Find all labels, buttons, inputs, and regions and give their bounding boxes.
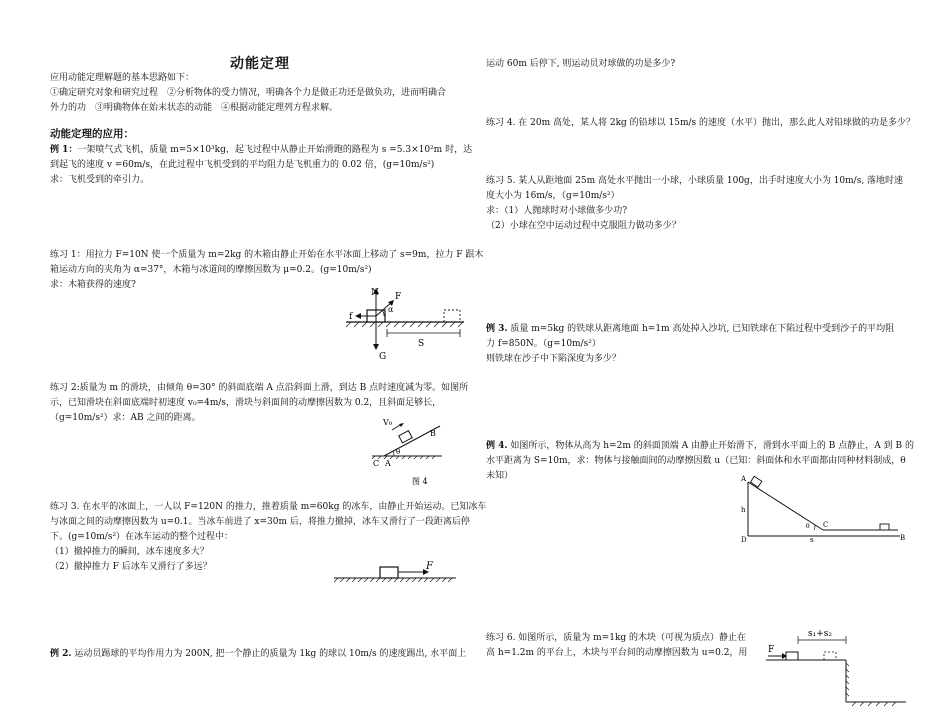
page-title: 动能定理 <box>230 56 290 72</box>
label-theta: θ <box>396 448 401 456</box>
intro-line-3: 外力的功 ③明确物体在始末状态的动能 ④根据动能定理列方程求解。 <box>50 103 339 113</box>
example-2-label: 例 2. <box>50 649 72 659</box>
example-4-label: 例 4. <box>486 441 508 451</box>
figure-caption: 图 4 <box>412 477 428 486</box>
practice-5-line-2: 度大小为 16m/s，（g=10m/s²） <box>486 191 620 201</box>
figure-platform <box>760 622 910 714</box>
label-S: S <box>418 339 425 349</box>
example-2-line: 例 2. 运动员踢球的平均作用力为 200N, 把一个静止的质量为 1kg 的球以 10m/s 的速度踢出, 水平面上 <box>50 649 467 659</box>
example-1-line-1: 例 1：一架喷气式飞机，质量 m=5×10³kg，起飞过程中从静止开始滑跑的路程为 s =5.3×10²m 时，达 <box>50 145 473 155</box>
example-4-line-2: 水平距离为 S=10m，求：物体与接触面间的动摩擦因数 u（已知：斜面体和水平面都由同种材料制成，θ <box>486 456 906 466</box>
label-V0: V₀ <box>383 418 392 427</box>
practice-3-line-3: 下。(g=10m/s²）在冰车运动的整个过程中： <box>50 532 234 542</box>
example-4-line-3: 未知） <box>486 471 514 481</box>
section-title: 动能定理的应用： <box>50 128 134 140</box>
label-s: s <box>810 536 814 544</box>
practice-1-line-2: 箱运动方向的夹角为 α=37°，木箱与冰道间的摩擦因数为 μ=0.2。(g=10m/s²) <box>50 265 372 275</box>
intro-line-2: ①确定研究对象和研究过程 ②分析物体的受力情况，明确各个力是做正功还是做负功，进而明确合 <box>50 88 447 98</box>
practice-5-line-3: 求：（1）人抛球时对小球做多少功? <box>486 206 628 216</box>
label-B: B <box>430 429 436 438</box>
practice-2-line-1: 练习 2:质量为 m 的滑块，由倾角 θ=30° 的斜面底端 A 点沿斜面上滑，到达 B 点时速度减为零。如图所 <box>50 383 469 393</box>
label-h: h <box>741 506 746 514</box>
practice-6-line-2: 高 h=1.2m 的平台上，木块与平台间的动摩擦因数为 u=0.2，用 <box>486 648 748 658</box>
label-alpha: α <box>388 305 394 314</box>
practice-3-line-1: 练习 3. 在水平的冰面上，一人以 F=120N 的推力，推着质量 m=60kg 的冰车，由静止开始运动。已知冰车 <box>50 502 487 512</box>
practice-3-line-5: （2）撤掉推力 F 后冰车又滑行了多远？ <box>50 562 212 572</box>
label-f: f <box>349 312 353 322</box>
example-2-continued: 运动 60m 后停下, 则运动员对球做的功是多少? <box>486 59 676 69</box>
label-theta-ex4: θ <box>806 523 810 530</box>
label-F: F <box>395 292 402 302</box>
practice-2-line-2: 示，已知滑块在斜面底端时初速度 v₀=4m/s，滑块与斜面间的动摩擦因数为 0.2，且斜面足够长， <box>50 398 442 408</box>
example-1-line-3: 求：飞机受到的牵引力。 <box>50 175 150 185</box>
practice-5-line-4: （2）小球在空中运动过程中克服阻力做功多少？ <box>486 221 681 231</box>
example-3-line-1: 例 3. 质量 m=5kg 的铁球从距离地面 h=1m 高处掉入沙坑, 已知铁球在下陷过程中受到沙子的平均阻 <box>486 324 895 334</box>
label-F-platform: F <box>768 645 775 655</box>
intro-line-1: 应用动能定理解题的基本思路如下： <box>50 73 195 83</box>
figure-sled-push <box>330 560 460 590</box>
practice-3-line-4: （1）撤掉推力的瞬间，冰车速度多大？ <box>50 547 209 557</box>
practice-1-line-3: 求：木箱获得的速度? <box>50 280 136 290</box>
figure-box-forces <box>340 285 470 370</box>
label-D: D <box>741 536 747 544</box>
example-3-line-3: 则铁球在沙子中下陷深度为多少？ <box>486 354 622 364</box>
practice-2-line-3: （g=10m/s²）求：AB 之间的距离。 <box>50 413 201 423</box>
practice-6-line-1: 练习 6. 如图所示，质量为 m=1kg 的木块（可视为质点）静止在 <box>486 633 747 643</box>
label-A-ex4: A <box>741 475 747 483</box>
figure-incline-slider <box>368 418 468 488</box>
label-s1-s2: s₁+s₂ <box>808 629 832 639</box>
example-1-label: 例 1： <box>50 145 78 155</box>
label-A: A <box>385 459 391 468</box>
label-B-ex4: B <box>900 534 906 542</box>
practice-4-line: 练习 4. 在 20m 高处，某人将 2kg 的铅球以 15m/s 的速度（水平）抛出，那么此人对铅球做的功是多少？ <box>486 118 916 128</box>
label-F-sled: F <box>426 561 433 572</box>
practice-5-line-1: 练习 5. 某人从距地面 25m 高处水平抛出一小球，小球质量 100g，出手时速度大小为 10m/s, 落地时速 <box>486 176 904 186</box>
label-N: N <box>371 288 379 298</box>
example-4-line-1: 例 4. 如图所示，物体从高为 h=2m 的斜面顶端 A 由静止开始滑下，滑到水平面上的 B 点静止，A 到 B 的 <box>486 441 914 451</box>
label-G: G <box>379 352 387 362</box>
example-3-label: 例 3. <box>486 324 508 334</box>
example-1-line-2: 到起飞的速度 v =60m/s，在此过程中飞机受到的平均阻力是飞机重力的 0.02 倍，(g=10m/s²) <box>50 160 435 170</box>
label-C-ex4: C <box>823 521 829 529</box>
figure-incline-plane <box>738 474 908 544</box>
label-C: C <box>373 459 380 468</box>
example-3-line-2: 力 f=850N。（g=10m/s²） <box>486 339 601 349</box>
practice-3-line-2: 与冰面之间的动摩擦因数为 u=0.1。当冰车前进了 x=30m 后，将推力撤掉，冰车又滑行了一段距离后停 <box>50 517 470 527</box>
practice-1-line-1: 练习 1：用拉力 F=10N 使一个质量为 m=2kg 的木箱由静止开始在水平冰面上移动了 s=9m，拉力 F 跟木 <box>50 250 484 260</box>
